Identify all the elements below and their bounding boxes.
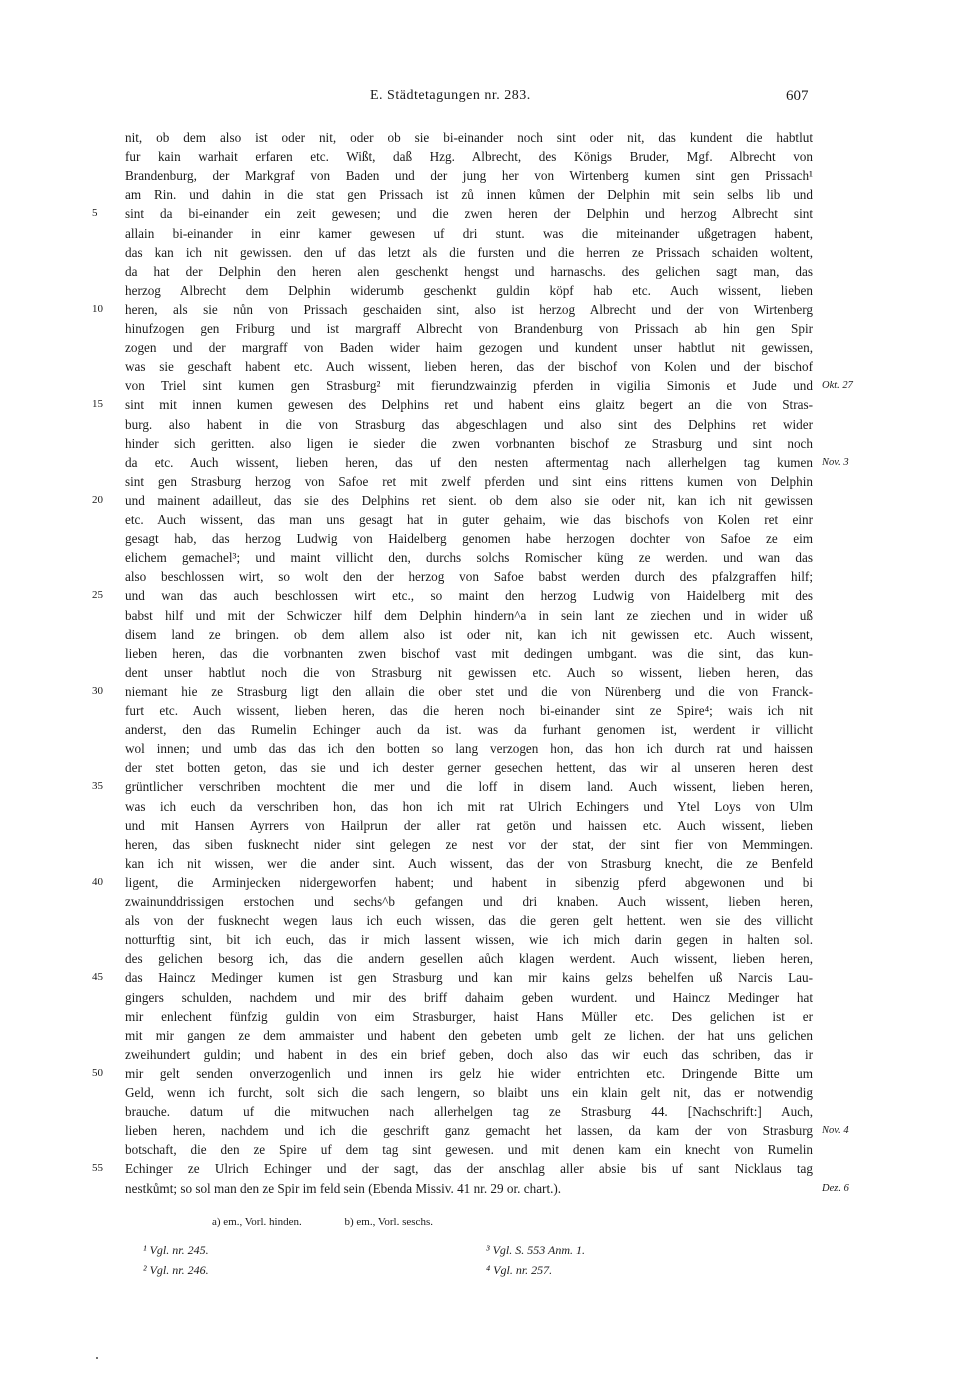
text-line: gingers schulden, nachdem und mir des briff dahaim geben wurdent. und Haincz Medinger hat <box>125 990 813 1005</box>
text-critical-notes <box>212 1216 473 1228</box>
line-number: 50 <box>92 1067 103 1079</box>
line-number: 35 <box>92 780 103 792</box>
text-line: notturftig sint, bit ich euch, das ir mich lassent wissen, wie ich mich darin gegen in halten sol. <box>125 932 813 947</box>
text-line: ligent, die Arminjecken nidergeworfen habent; und habent in sibenzig pferd abgewonen und bi <box>125 875 813 890</box>
text-line: brauche. datum uf die mitwuchen nach allerhelgen tag ze Strasburg 44. [Nachschrift:] Auch, <box>125 1104 813 1119</box>
text-line: zweihundert guldin; und habent in des ein brief geben, doch also das wir euch das schriben, das ir <box>125 1047 813 1062</box>
margin-date-note: Nov. 4 <box>822 1125 849 1136</box>
text-line: des gelichen besorg ich, das die andern gesellen aůch klagen werdent. Auch wissent, lieben heren, <box>125 951 813 966</box>
text-line: herzog Albrecht dem Delphin widerumb geschenkt guldin köpf hab etc. Auch wissent, lieben <box>125 283 813 298</box>
margin-date-note: Dez. 6 <box>822 1183 849 1194</box>
footnote-1: ¹ Vgl. nr. 245. <box>143 1243 209 1257</box>
text-line: etc. Auch wissent, das man uns gesagt hat in guter gehaim, wie das bischofs von Kolen ret einr <box>125 512 813 527</box>
text-line: lieben heren, nachdem und ich die geschrift ganz gemacht het lassen, da kam der von Strasburg <box>125 1123 813 1138</box>
text-line: zwainunddrissigen erstochen und sechs^b gefangen und dri knaben. Auch wissent, lieben heren, <box>125 894 813 909</box>
text-line: botschaft, die den ze Spire uf dem tag sint gewesen. und mit denen kam ein knecht von Rumelin <box>125 1142 813 1157</box>
text-line: disem land ze bringen. ob dem allem also ist oder nit, kan ich nit gewissen etc. Auch wissent, <box>125 627 813 642</box>
running-header <box>0 88 960 108</box>
text-line: gesagt hab, das herzog Ludwig von Haidelberg genomen habe herzogen dochter von Safoe ze eim <box>125 531 813 546</box>
text-line: babst hilf und mit der Schwiczer hilf dem Delphin hindern^a in sein lant ze ziechen und in wider uß <box>125 608 813 623</box>
footnote-4: ⁴ Vgl. nr. 257. <box>486 1263 553 1277</box>
text-line: furt etc. Auch wissent, lieben heren, das die heren noch bi-einander sint ze Spire⁴; wais ich nit <box>125 703 813 718</box>
text-line: sint gen Strasburg herzog von Safoe ret mit zwelf pferden und sint eins rittens kumen von Delphin <box>125 474 813 489</box>
text-line: also beschlossen wirt, so wolt den der herzog von Safoe babst werden durch des pfalzgraffen hilf; <box>125 569 813 584</box>
footnote-2: ² Vgl. nr. 246. <box>143 1263 209 1277</box>
text-line: und mainent adailleut, das sie des Delphins ret sient. ob dem also sie oder nit, kan ich nit gewissen <box>125 493 813 508</box>
text-line: anderst, den das Rumelin Echinger auch da ist. was da furhant genomen ist, werdent ir villicht <box>125 722 813 737</box>
line-number: 15 <box>92 398 103 410</box>
text-line: das kan ich nit gewissen. den uf das letzt als die fursten und die herren ze Prissach schaiden woltent, <box>125 245 813 260</box>
page-number: 607 <box>786 88 809 104</box>
text-line: nit, ob dem also ist oder nit, oder ob sie bi-einander noch sint oder nit, das kundent die habtlut <box>125 130 813 145</box>
text-line: kan ich nit wissen, wer die ander sint. Auch wissent, das der von Strasburg knecht, die ze Benfeld <box>125 856 813 871</box>
text-line: da hat der Delphin den heren alen geschenkt hengst und harnaschs. des gelichen sagt man, das <box>125 264 813 279</box>
text-line: mir gelt senden onverzogenlich und innen irs gelz hie wider entrichten etc. Dringende Bitte um <box>125 1066 813 1081</box>
text-line: am Rin. und dahin in die stat gen Prissach ist zů innen kůmen der Delphin mit sein selbs lib und <box>125 187 813 202</box>
text-line: mit mir gangen ze dem ammaister und habent den gebeten umb gelt ze lichen. der hat uns gelichen <box>125 1028 813 1043</box>
text-line: mir enlechent fünfzig guldin von eim Strasburger, haist Hans Müller etc. Des gelichen ist er <box>125 1009 813 1024</box>
text-line: allain bi-einander in einr kamer gewesen uf dri stunt. was die miteinander ußgetragen habent, <box>125 226 813 241</box>
line-number: 40 <box>92 876 103 888</box>
text-line: heren, als sie nůn von Prissach geschaiden sint, also ist herzog Albrecht und der von Wirtenberg <box>125 302 813 317</box>
text-line: wol innen; und umb das das ich den botten so lang verzogen hon, das hon ich durch rat und haissen <box>125 741 813 756</box>
line-number: 10 <box>92 303 103 315</box>
text-line: hinufzogen gen Friburg und ist margraff Albrecht von Brandenburg von Prissach ab hin gen Spir <box>125 321 813 336</box>
footnote-b: b) em., Vorl. seschs. <box>344 1216 433 1228</box>
text-line: das Haincz Medinger kumen ist gen Strasburg und kan mir kains gelzs behelfen uß Narcis Lau- <box>125 970 813 985</box>
line-number: 20 <box>92 494 103 506</box>
text-line: lieben heren, das die vorbnanten zwen bischof vast mit dedingen umbgant. was die sint, das kun- <box>125 646 813 661</box>
text-line: als von der fusknecht wegen laus ich euch wissen, das die geren gelt hettent. wen sie des villicht <box>125 913 813 928</box>
text-line: burg. also habent in die von Strasburg das abgeschlagen und also sint des Delphins ret wider <box>125 417 813 432</box>
text-line: was sie geschaft habent etc. Auch wissent, lieben heren, das der bischof von Kolen und der bischof <box>125 359 813 374</box>
text-line: sint da bi-einander ein zeit gewesen; und die zwen heren der Delphin und herzog Albrecht sint <box>125 206 813 221</box>
line-number: 25 <box>92 589 103 601</box>
line-number: 55 <box>92 1162 103 1174</box>
text-line: Echinger ze Ulrich Echinger und der sagt, das der anschlag aller absie bis uf sant Nicklaus tag <box>125 1161 813 1176</box>
text-line: elichem gemachel³; und maint villicht den, durchs solchs Romischer küng ze werden. und wan das <box>125 550 813 565</box>
margin-date-note: Okt. 27 <box>822 380 853 391</box>
text-line: dent unser habtlut noch die von Strasburg nit gewissen etc. Auch so wissent, lieben heren, das <box>125 665 813 680</box>
text-line: zogen und der margraff von Baden wider haim gezogen und kundent unser habtlut nit gewissen, <box>125 340 813 355</box>
text-line: niemant hie ze Strasburg ligt den allain die ober stet und die von Nürenberg und die von Franck- <box>125 684 813 699</box>
text-line: und wan das auch beschlossen wirt etc., so maint den herzog Ludwig von Haidelberg mit des <box>125 588 813 603</box>
line-number: 45 <box>92 971 103 983</box>
text-line: da etc. Auch wissent, lieben heren, das uf den nesten aftermentag nach allerhelgen tag kumen <box>125 455 813 470</box>
text-line: von Triel sint kumen gen Strasburg² mit fierundzwainzig pferden in vigilia Simonis et Jude und <box>125 378 813 393</box>
footnote-3: ³ Vgl. S. 553 Anm. 1. <box>486 1243 586 1257</box>
text-line: nestkůmt; so sol man den ze Spir im feld sein (Ebenda Missiv. 41 nr. 29 or. chart.). <box>125 1181 562 1196</box>
text-line: und mit Hansen Ayrrers von Hailprun der aller rat getön und haissen etc. Auch wissent, lieben <box>125 818 813 833</box>
text-line: hinder sich geritten. also ligen ie sieder die zwen vorbnanten bischof ze Strasburg und sint noch <box>125 436 813 451</box>
text-line: sint mit innen kumen gewesen des Delphins ret und habent eins glaitz begert an die von Stras- <box>125 397 813 412</box>
header-title: E. Städtetagungen nr. 283. <box>370 88 531 103</box>
line-number: 5 <box>92 207 98 219</box>
text-line: grüntlicher verschriben mochtent die mer und die loff in disem land. Auch wissent, lieben heren, <box>125 779 813 794</box>
text-line: was ich euch da verschriben hon, das hon ich mit rat Ulrich Echingers und Ytel Loys von Ulm <box>125 799 813 814</box>
margin-date-note: Nov. 3 <box>822 457 849 468</box>
line-number: 30 <box>92 685 103 697</box>
footnote-a: a) em., Vorl. hinden. <box>212 1216 302 1228</box>
text-line: Brandenburg, der Markgraf von Baden und der jung her von Wirtenberg kumen sint gen Prissach¹ <box>125 168 813 183</box>
scan-speck <box>96 1357 98 1359</box>
text-line: Geld, wenn ich furcht, solt sich die sach lengern, so blaibt uns ein klain gelt nit, das er notwendig <box>125 1085 813 1100</box>
text-line: fur kain warhait erfaren etc. Wißt, daß Hzg. Albrecht, des Königs Bruder, Mgf. Albrecht von <box>125 149 813 164</box>
text-line: heren, das siben fusknecht nider sint gelegen ze nest vor der stat, der sint fier von Memmingen. <box>125 837 813 852</box>
text-line: der stet botten geton, das sie und ich dester gerner gesechen hettent, das wir al unseren heren dest <box>125 760 813 775</box>
